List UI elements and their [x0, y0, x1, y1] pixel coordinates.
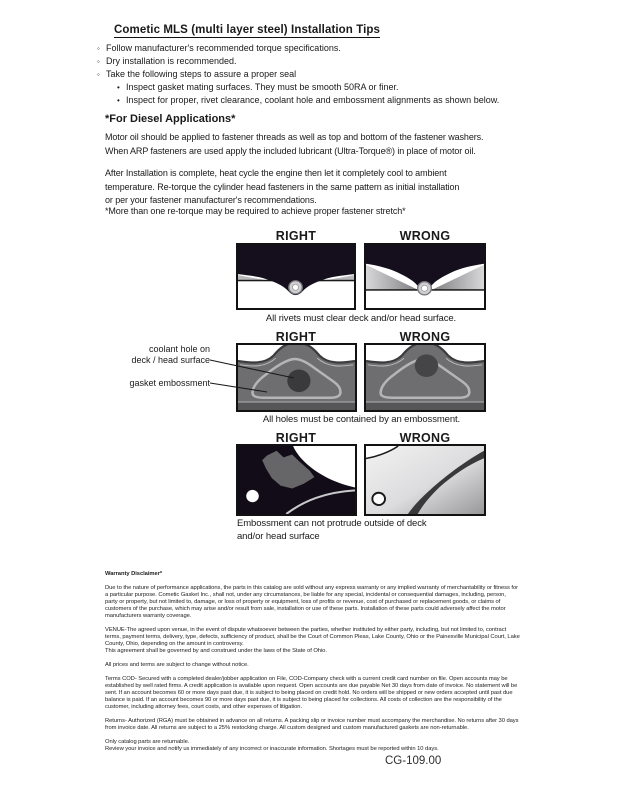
installation-tips-list: [97, 42, 499, 107]
legal-paragraph: Returns- Authorized (RGA) must be obtained in advance on all returns. A packing slip or invoice number must accompany the merchandise. No returns after 30 days from invoice date. All returns are subject to a 25% restocking charge. All custom designed and custom manufactured gaskets are non-returnable.: [105, 718, 519, 731]
dot-bullet-icon: •: [117, 83, 120, 92]
legal-paragraph: Only catalog parts are returnable.: [105, 739, 190, 745]
paragraph-line: or per your fastener manufacturer's recommendations.: [105, 195, 317, 205]
retorque-note: *More than one re-torque may be required to achieve proper fastener stretch*: [105, 206, 406, 216]
sub-list-item: [97, 94, 499, 107]
wrong-label: WRONG: [399, 431, 451, 445]
legal-paragraph: Terms COD- Secured with a completed dealer/jobber application on File, COD-Company check with a current credit card number on file. Open accounts may be established by well rated firms. A credit application is available upon request. Open accounts are due payable Net 30 days from date of invoice. No statement will be sent. If an account becomes 60 or more days past due, it is subject to being placed on credit hold. No orders will be shipped or new orders accepted until past due balance is paid. If an account becomes 90 or more days past due, it is subject to being placed for collections. All costs of collection are the responsibility of the customer, including attorney fees, court costs, and other expenses of litigation.: [105, 676, 518, 710]
protrusion-caption: Embossment can not protrude outside of deck and/or head surface: [237, 518, 427, 542]
coolant-hole-label: coolant hole on deck / head surface: [131, 344, 210, 365]
list-item: [97, 68, 499, 81]
rivet-clearance-right-figure: [236, 243, 356, 310]
wrong-label: WRONG: [399, 330, 451, 344]
right-label: RIGHT: [275, 431, 317, 445]
legal-paragraph: Review your invoice and notify us immediately of any incorrect or inaccurate information. Shortages must be reported within 10 days.: [105, 746, 439, 752]
rivets-caption: All rivets must clear deck and/or head surface.: [265, 313, 457, 324]
protrusion-wrong-figure: [364, 444, 486, 516]
circle-bullet-icon: ◦: [97, 70, 100, 79]
legal-paragraph: VENUE-The agreed upon venue, in the event of dispute whatsoever between the parties, whether instituted by either party, including, but not limited to, contract terms, payment terms, delivery, type, defects, sufficiency of product, shall be the Court of Common Pleas, Lake County, Ohio or the Painesville Municipal Court, Lake County, Ohio, depending on the amount in controversy.: [105, 627, 520, 647]
paragraph-line: Motor oil should be applied to fastener threads as well as top and bottom of the fastener washers.: [105, 132, 484, 142]
page-code: CG-109.00: [385, 755, 442, 767]
list-item-text: Take the following steps to assure a proper seal: [106, 69, 297, 79]
holes-caption: All holes must be contained by an embossment.: [262, 414, 461, 425]
leader-lines: [208, 352, 300, 398]
rivet-clearance-wrong-figure: [364, 243, 486, 310]
gasket-embossment-label: gasket embossment: [129, 378, 210, 388]
legal-paragraph: All prices and terms are subject to change without notice.: [105, 662, 249, 668]
legal-paragraph: This agreement shall be governed by and construed under the laws of the State of Ohio.: [105, 648, 327, 654]
wrong-label: WRONG: [399, 229, 451, 243]
hole-embossment-wrong-figure: [364, 343, 486, 412]
list-item-text: Dry installation is recommended.: [106, 56, 237, 66]
warranty-disclaimer-block: [105, 571, 520, 760]
legal-paragraph: Due to the nature of performance applications, the parts in this catalog are sold without any express warranty or any implied warranty of merchantability or fitness for a particular purpose. Cometic Gasket Inc., shall not, under any circumstances, be liable for any special, incidental or consequential damages, including, person, party or property, but not limited to, damage, or loss of property or equipment, loss of profits or revenue, cost of purchased or replacement goods, or claims of customers of the purchase, which may arise and/or result from sale, installation or use of these parts. Installation of these parts could adversely affect the motor manufacturers warranty coverage.: [105, 585, 519, 619]
warranty-disclaimer-title: Warranty Disclaimer*: [105, 571, 163, 577]
paragraph-line: After Installation is complete, heat cycle the engine then let it completely cool to ambient: [105, 168, 447, 178]
paragraph-line: When ARP fasteners are used apply the included lubricant (Ultra-Torque®) in place of motor oil.: [105, 145, 476, 156]
list-item: [97, 55, 499, 68]
dot-bullet-icon: •: [117, 96, 120, 105]
diesel-applications-heading: *For Diesel Applications*: [105, 113, 236, 125]
list-item-text: Inspect for proper, rivet clearance, coolant hole and embossment alignments as shown below.: [126, 95, 500, 105]
circle-bullet-icon: ◦: [97, 44, 100, 53]
heat-cycle-paragraph: [105, 167, 459, 208]
paragraph-line: temperature. Re-torque the cylinder head fasteners in the same pattern as initial installation: [105, 181, 460, 192]
circle-bullet-icon: ◦: [97, 57, 100, 66]
motor-oil-paragraph: [105, 131, 483, 158]
list-item-text: Inspect gasket mating surfaces. They must be smooth 50RA or finer.: [126, 82, 399, 92]
list-item: [97, 42, 499, 55]
protrusion-right-figure: [236, 444, 357, 516]
list-item-text: Follow manufacturer's recommended torque specifications.: [106, 43, 341, 53]
right-label: RIGHT: [275, 330, 317, 344]
sub-list-item: [97, 81, 499, 94]
right-label: RIGHT: [275, 229, 317, 243]
page-title: Cometic MLS (multi layer steel) Installation Tips: [114, 24, 381, 36]
